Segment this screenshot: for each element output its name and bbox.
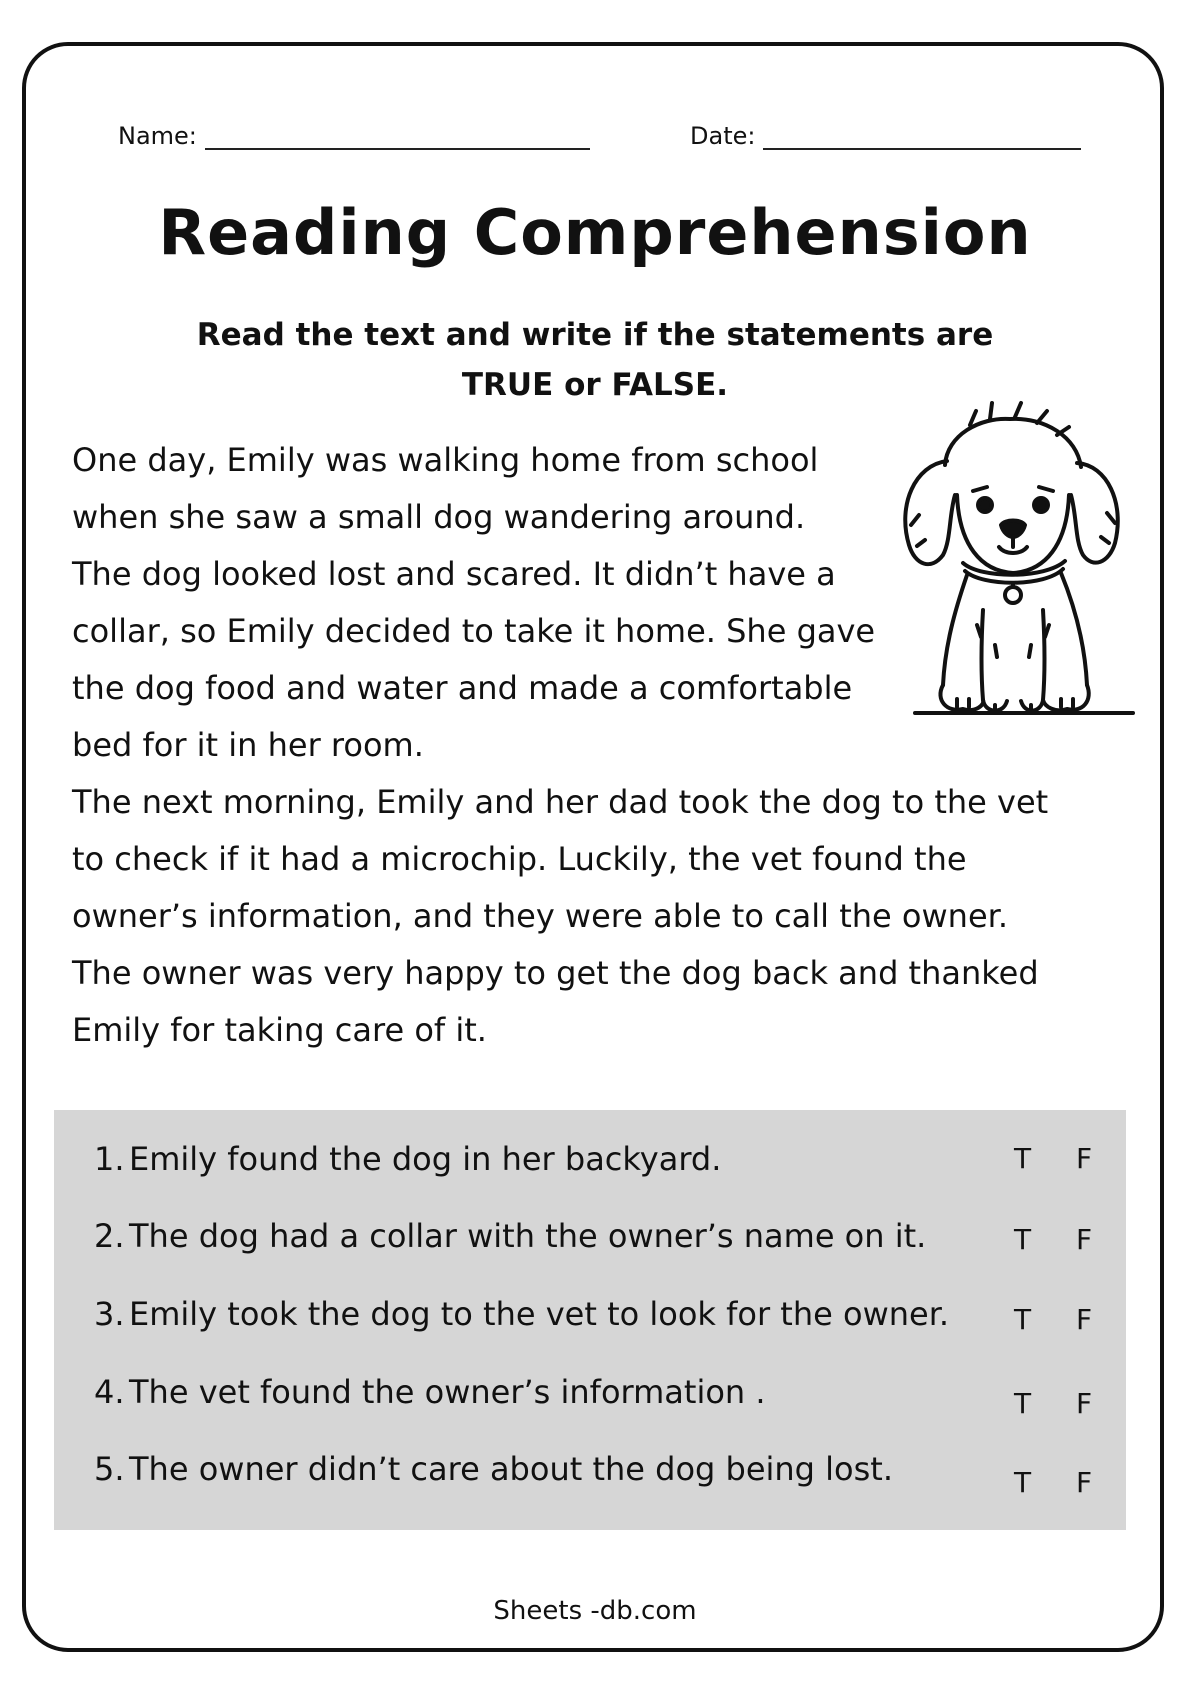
instructions-line-1: Read the text and write if the statements are [196, 317, 994, 353]
story-line: The owner was very happy to get the dog back and thanked [72, 954, 1039, 992]
question-row [54, 1140, 1126, 1190]
false-option[interactable]: F [1076, 1223, 1093, 1256]
question-row [54, 1217, 1126, 1267]
story-line: the dog food and water and made a comfortable [72, 669, 853, 707]
question-text: Emily found the dog in her backyard. [129, 1140, 722, 1178]
date-label: Date: [690, 122, 756, 150]
question-number: 5. [94, 1450, 125, 1488]
true-option[interactable]: T [1014, 1303, 1032, 1336]
question-number: 1. [94, 1140, 125, 1178]
story-line: to check if it had a microchip. Luckily, the vet found the [72, 840, 967, 878]
question-number: 4. [94, 1373, 125, 1411]
dog-illustration-icon [885, 395, 1135, 725]
name-field[interactable] [118, 122, 590, 150]
story-line: Emily for taking care of it. [72, 1011, 487, 1049]
question-text: The vet found the owner’s information . [129, 1373, 766, 1411]
story-line: collar, so Emily decided to take it home. She gave [72, 612, 876, 650]
name-label: Name: [118, 122, 197, 150]
question-text: The owner didn’t care about the dog being lost. [129, 1450, 894, 1488]
story-line: One day, Emily was walking home from school [72, 441, 819, 479]
question-number: 2. [94, 1217, 125, 1255]
question-text: The dog had a collar with the owner’s name on it. [129, 1217, 927, 1255]
question-row [54, 1373, 1126, 1423]
false-option[interactable]: F [1076, 1466, 1093, 1499]
true-option[interactable]: T [1014, 1223, 1032, 1256]
question-row [54, 1295, 1126, 1345]
question-text: Emily took the dog to the vet to look for the owner. [129, 1295, 950, 1333]
question-number: 3. [94, 1295, 125, 1333]
false-option[interactable]: F [1076, 1387, 1093, 1420]
page-title: Reading Comprehension [158, 196, 1032, 269]
true-option[interactable]: T [1014, 1387, 1032, 1420]
story-line: owner’s information, and they were able to call the owner. [72, 897, 1009, 935]
false-option[interactable]: F [1076, 1142, 1093, 1175]
false-option[interactable]: F [1076, 1303, 1093, 1336]
true-option[interactable]: T [1014, 1142, 1032, 1175]
instructions-line-2: TRUE or FALSE. [461, 367, 729, 403]
story-line: The dog looked lost and scared. It didn’t have a [72, 555, 836, 593]
question-row [54, 1450, 1126, 1500]
name-line[interactable] [205, 122, 590, 150]
true-option[interactable]: T [1014, 1466, 1032, 1499]
story-line: bed for it in her room. [72, 726, 424, 764]
story-line: The next morning, Emily and her dad took the dog to the vet [72, 783, 1049, 821]
date-line[interactable] [763, 122, 1081, 150]
story-line: when she saw a small dog wandering around. [72, 498, 806, 536]
footer-source: Sheets -db.com [493, 1596, 697, 1626]
questions-panel [54, 1110, 1126, 1530]
date-field[interactable] [690, 122, 1081, 150]
